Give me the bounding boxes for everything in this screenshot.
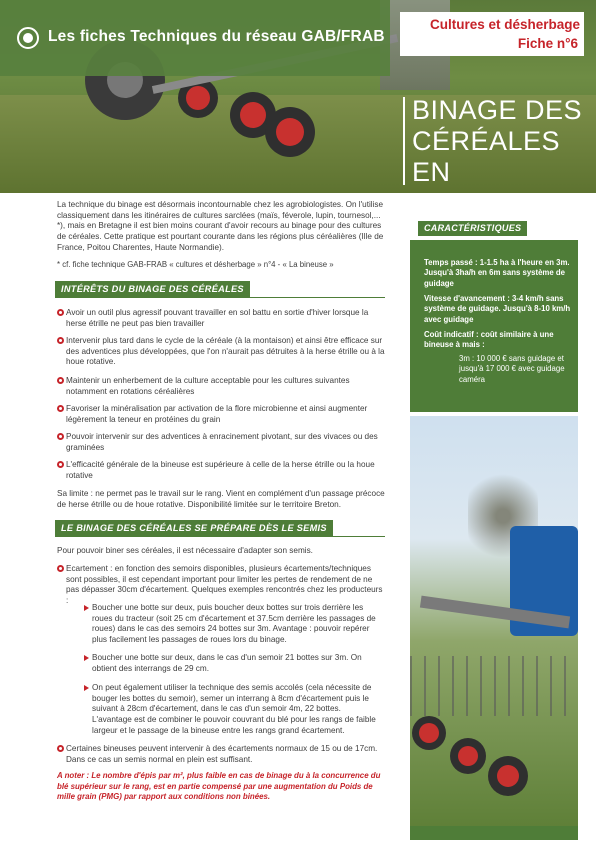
bullet-icon: [57, 461, 64, 468]
sub-list-item: On peut également utiliser la technique des semis accolés (cela nécessite de bouger les bottes du semoir), semer un interrang à 8cm d'écartement puis le suivant à 28cm d'écartement, dans le cas d'un semoir 4m, 22 bottes. L'avantage est de combiner le pouvoir couvrant du blé pour les rangs de faible largeur et le passage de la bineuse entre les rangs grand écartement.: [82, 683, 382, 737]
network-title: Les fiches Techniques du réseau GAB/FRAB: [48, 28, 385, 45]
bullet-icon: [57, 405, 64, 412]
bullet-icon: [57, 337, 64, 344]
network-logo-icon: [17, 27, 39, 49]
characteristic-subitem: 3m : 10 000 € sans guidage et jusqu'à 17 000 € avec guidage caméra: [459, 354, 565, 384]
badge-category: Cultures et désherbage: [429, 17, 580, 32]
title-divider: [403, 97, 405, 185]
section-heading-semis: LE BINAGE DES CÉRÉALES SE PRÉPARE DÈS LE SEMIS: [55, 520, 333, 537]
badge-number: Fiche n°6: [517, 36, 578, 51]
characteristic-item: Vitesse d'avancement : 3-4 km/h sans système de guidage. Jusqu'à 8-10 km/h avec guidage: [424, 294, 571, 324]
list-item: Avoir un outil plus agressif pouvant travailler en sol battu en sortie d'hiver lorsque la herse étrille ne peut pas bien travailler: [57, 308, 387, 329]
characteristics-heading: CARACTÉRISTIQUES: [418, 221, 527, 236]
note-paragraph: A noter : Le nombre d'épis par m², plus faible en cas de binage du à la concurrence du blé supérieur sur le rang, est en partie compensé par une augmentation du Poids de mille grain (PMG) par rapport aux conditions non binées.: [57, 771, 381, 802]
page-title: BINAGE DES CÉRÉALES EN BRETAGNE: [412, 95, 583, 218]
intro-paragraph: La technique du binage est désormais incontournable chez les agrobiologistes. On l'utilise classiquement dans les itinéraires de cultures sarclées (maïs, féverole, lupin, tournesol,... *), mais en Bretagne il est bien moins courant d'avoir recours au binage pour des cultures de céréales. Cette pratique est pourtant courante dans les régions plus céréalières (Ille de France, Poitou Charentes, Haute Normandie).: [57, 200, 384, 252]
section-heading-interets: INTÉRÊTS DU BINAGE DES CÉRÉALES: [55, 281, 250, 298]
sub-list-item: Boucher une botte sur deux, puis boucher deux bottes sur trois derrière les roues du tracteur (soit 25 cm d'écartement et 37.5cm derrière les passages de roues) dans le cas des semoirs 24 bottes sur 3m. Avantage : pouvoir repérer plus facilement les passages de roues lors du binage.: [82, 603, 382, 646]
arrow-icon: [84, 685, 89, 691]
bullet-icon: [57, 745, 64, 752]
characteristic-item: Temps passé : 1-1.5 ha à l'heure en 3m. Jusqu'à 3ha/h en 6m sans système de guidage: [424, 258, 570, 288]
arrow-icon: [84, 605, 89, 611]
list-item: Favoriser la minéralisation par activation de la flore microbienne et ainsi augmenter légèrement la teneur en protéines du grain: [57, 404, 387, 425]
list-item: L'efficacité générale de la bineuse est supérieure à celle de la herse étrille ou la houe rotative: [57, 460, 387, 481]
semis-intro: Pour pouvoir biner ses céréales, il est nécessaire d'adapter son semis.: [57, 546, 313, 555]
list-item: Certaines bineuses peuvent intervenir à des écartements normaux de 15 ou de 17cm. Dans ce cas un semis normal en plein est suffisant.: [57, 744, 387, 765]
bullet-icon: [57, 565, 64, 572]
list-item: Pouvoir intervenir sur des adventices à enracinement pivotant, sur des vivaces ou des graminées: [57, 432, 387, 453]
sub-list-item: Boucher une botte sur deux, dans le cas d'un semoir 21 bottes sur 3m. On obtient des interrangs de 29 cm.: [82, 653, 382, 674]
list-item: Maintenir un enherbement de la culture acceptable pour les cultures suivantes notamment en rotations céréalières: [57, 376, 387, 397]
bullet-icon: [57, 433, 64, 440]
arrow-icon: [84, 655, 89, 661]
bineuse-photo: [410, 416, 578, 826]
bullet-icon: [57, 309, 64, 316]
limit-paragraph: Sa limite : ne permet pas le travail sur le rang. Vient en complément d'un passage précoce de herse étrille ou de houe rotative. Disponibilité limitée sur le territoire Breton.: [57, 489, 385, 509]
list-item: Ecartement : en fonction des semoirs disponibles, plusieurs écartements/techniques sont possibles, il est cependant important pour limiter les pertes de rendement de ne pas dépasser 30cm d'écartement. Quelques exemples rencontrés chez les producteurs :: [57, 564, 387, 607]
intro-footnote: * cf. fiche technique GAB-FRAB « cultures et désherbage » n°4 - « La bineuse »: [57, 260, 334, 269]
sidebar-footer-bar: [410, 826, 578, 840]
characteristic-item: Coût indicatif : coût similaire à une bineuse à mais :: [424, 330, 554, 350]
bullet-icon: [57, 377, 64, 384]
list-item: Intervenir plus tard dans le cycle de la céréale (à la montaison) et ainsi être efficace sur des adventices plus développées, que l'on n'aurait pas détruites à la herse étrille ou à la houe rotative.: [57, 336, 387, 368]
